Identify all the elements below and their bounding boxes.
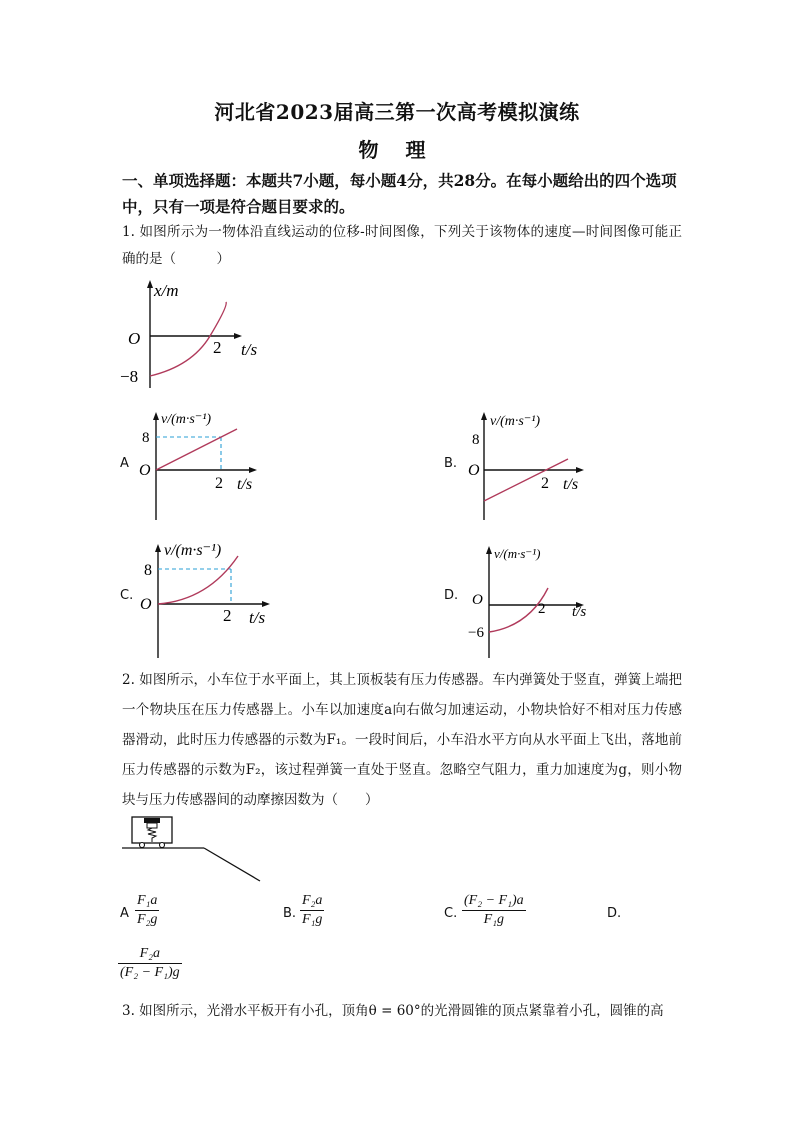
option-d-label: D.: [444, 588, 459, 603]
origin-label: O: [140, 596, 152, 613]
option-a-label: A: [120, 456, 129, 471]
x-axis-label: t/s: [572, 604, 587, 620]
x-axis-arrow-icon: [249, 467, 257, 473]
x-tick-label: 2: [215, 475, 223, 492]
q2-cart-diagram: [118, 815, 268, 885]
option-c-label: C.: [120, 588, 134, 603]
q2-option-c-fraction: [462, 893, 526, 928]
y-axis-label: v/(m·s⁻¹): [494, 546, 541, 561]
x-tick-label: 2: [541, 475, 549, 492]
x-axis-label: t/s: [563, 476, 579, 493]
wheel-icon: [160, 843, 165, 848]
y-axis-arrow-icon: [486, 546, 492, 554]
denominator: F₂g: [137, 912, 158, 927]
y-axis-arrow-icon: [147, 280, 153, 288]
y-tick-label: −8: [120, 367, 139, 386]
section-heading: 一、单项选择题：本题共7小题，每小题4分，共28分。在每小题给出的四个选项中，只有一项是符合题目要求的。: [122, 171, 677, 216]
option-a-graph: [135, 408, 265, 523]
y-axis-arrow-icon: [153, 412, 159, 420]
block: [147, 823, 157, 828]
option-b-label: B.: [444, 456, 458, 471]
origin-label: O: [139, 462, 151, 479]
q2-option-a-label: A: [120, 906, 129, 921]
denominator: F₁g: [302, 912, 323, 927]
q2-option-c-label: C.: [444, 906, 458, 921]
y-axis-label: v/(m·s⁻¹): [490, 414, 541, 429]
option-d-graph: [464, 540, 594, 660]
x-axis-arrow-icon: [234, 333, 242, 339]
option-b-graph: [462, 408, 592, 523]
subject-title: 物 理: [358, 138, 436, 162]
wheel-icon: [140, 843, 145, 848]
y-axis-label: v/(m·s⁻¹): [161, 412, 212, 427]
x-axis-label: t/s: [241, 340, 258, 359]
velocity-curve: [158, 556, 238, 604]
q2-option-d-label: D.: [607, 906, 622, 921]
y-tick-label: 8: [142, 430, 150, 446]
y-tick-label: −6: [468, 625, 484, 641]
y-axis-arrow-icon: [481, 412, 487, 420]
numerator: (F₂ − F₁)a: [464, 893, 524, 908]
numerator: F₂a: [139, 946, 161, 961]
y-axis-label: v/(m·s⁻¹): [164, 542, 222, 559]
y-axis-arrow-icon: [155, 544, 161, 552]
y-axis-label: x/m: [154, 281, 179, 300]
origin-label: O: [128, 329, 141, 348]
x-tick-label: 2: [213, 338, 222, 357]
question-2-stem: 2. 如图所示，小车位于水平面上，其上顶板装有压力传感器。车内弹簧处于竖直，弹簧上端把一个物块压在压力传感器上。小车以加速度a向右做匀加速运动，小物块恰好不相对压力传感器滑动，此时压力传感器的示数为F₁。一段时间后，小车沿水平方向从水平面上飞出，落地前压力传感器的示数为F₂，该过程弹簧一直处于竖直。忽略空气阻力，重力加速度为g，则小物块与压力传感器间的动摩擦因数为（ ）: [122, 672, 682, 808]
denominator: F₁g: [462, 910, 526, 928]
q2-option-b-fraction: [300, 893, 324, 928]
numerator: F₂a: [302, 893, 323, 908]
pressure-sensor: [144, 818, 160, 823]
numerator: F₁a: [137, 893, 158, 908]
x-axis-arrow-icon: [262, 601, 270, 607]
y-tick-label: 8: [472, 432, 480, 448]
velocity-line: [484, 459, 568, 501]
question-1-stem: 1. 如图所示为一物体沿直线运动的位移-时间图像，下列关于该物体的速度—时间图像可能正确的是（ ）: [122, 224, 682, 267]
slope-line: [204, 848, 260, 881]
velocity-line: [156, 429, 237, 470]
x-axis-arrow-icon: [576, 467, 584, 473]
question-3-stem: 3. 如图所示，光滑水平板开有小孔，顶角θ = 60°的光滑圆锥的顶点紧靠着小孔，圆锥的高: [122, 1003, 664, 1019]
denominator: (F₂ − F₁)g: [120, 965, 180, 980]
q1-main-graph: [120, 278, 280, 393]
origin-label: O: [468, 462, 480, 479]
x-tick-label: 2: [223, 606, 232, 625]
x-tick-label: 2: [538, 601, 546, 617]
x-axis-label: t/s: [237, 476, 253, 493]
origin-label: O: [472, 592, 483, 608]
q2-option-b-label: B.: [283, 906, 297, 921]
spring-icon: [148, 828, 156, 842]
page-title: 河北省2023届高三第一次高考模拟演练: [214, 100, 580, 124]
q2-option-a-fraction: [135, 893, 159, 928]
q2-option-d-fraction: [118, 946, 182, 981]
option-c-graph: [138, 538, 278, 660]
x-axis-label: t/s: [249, 608, 266, 627]
y-tick-label: 8: [144, 562, 152, 579]
